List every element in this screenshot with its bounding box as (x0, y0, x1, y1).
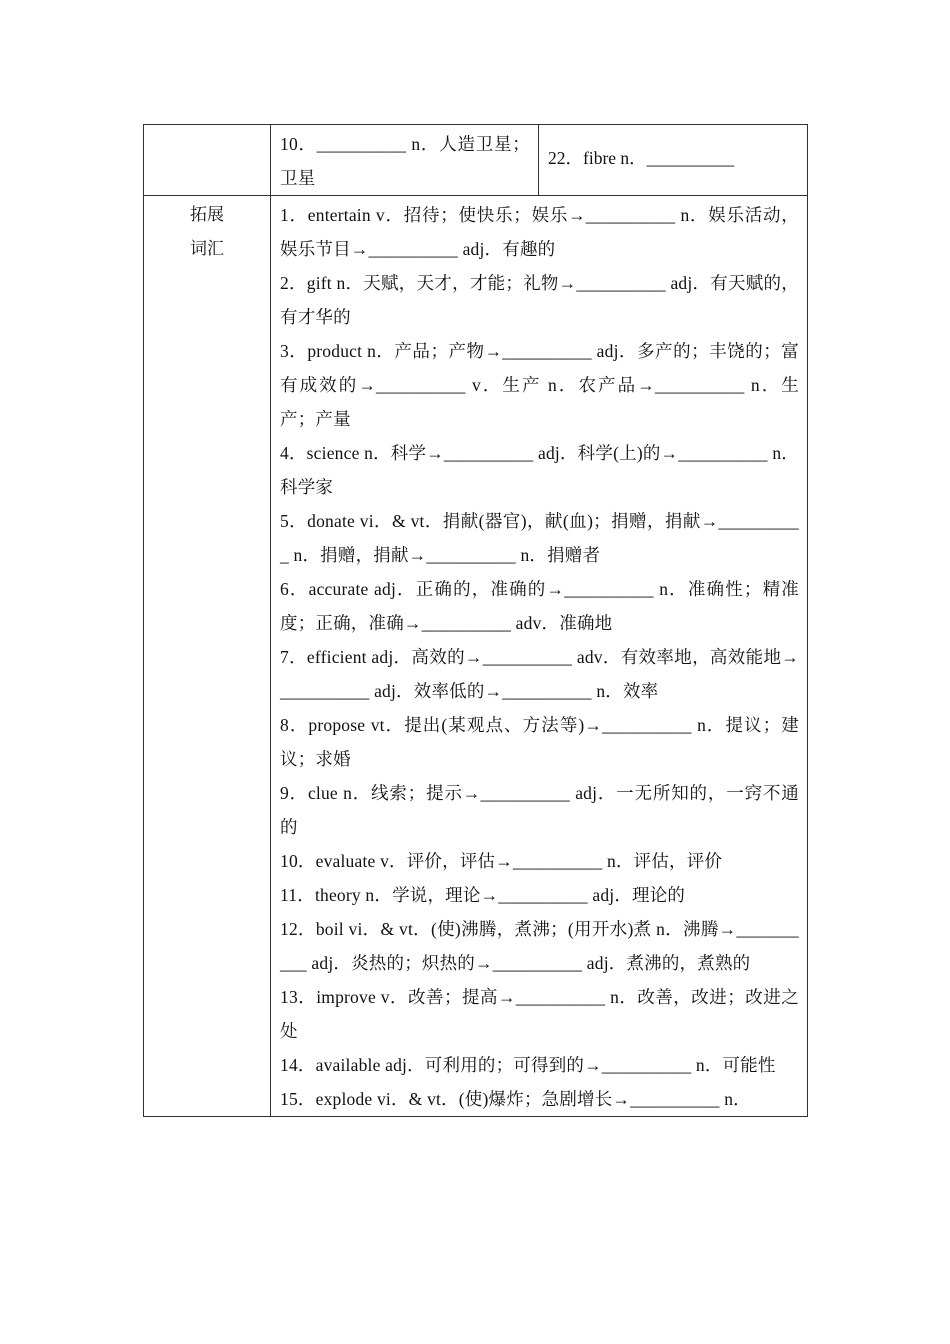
entry-text: 22．fibre n．__________ (548, 148, 735, 168)
top-row-label-cell (144, 125, 271, 196)
list-item: 10．evaluate v．评价，评估→__________ n．评估，评价 (280, 851, 723, 871)
entry-text: 10．__________ n．人造卫星；卫星 (280, 134, 530, 188)
list-item: 2．gift n．天赋，天才，才能；礼物→__________ adj．有天赋的，有才华的 (280, 273, 799, 327)
entries-cell (271, 196, 808, 1117)
section-label-line1: 拓展 (190, 205, 224, 225)
list-item: 14．available adj．可利用的；可得到的→__________ n．可能性 (280, 1055, 776, 1075)
list-item: 4．science n．科学→__________ adj．科学(上)的→__________ n．科学家 (280, 443, 799, 497)
list-item: 8．propose vt．提出(某观点、方法等)→__________ n．提议；建议；求婚 (280, 715, 799, 769)
list-item: 11．theory n．学说，理论→__________ adj．理论的 (280, 885, 686, 905)
list-item: 13．improve v．改善；提高→__________ n．改善，改进；改进之处 (280, 987, 799, 1041)
list-item: 15．explode vi．& vt．(使)爆炸；急剧增长→__________ n． (280, 1089, 751, 1109)
section-label-line2: 词汇 (190, 239, 224, 259)
vocabulary-table (143, 124, 808, 1117)
expansion-row (144, 196, 808, 1117)
list-item: 7．efficient adj．高效的→__________ adv．有效率地，高效能地→__________ adj．效率低的→__________ n．效率 (280, 647, 799, 701)
list-item: 1．entertain v．招待；使快乐；娱乐→__________ n．娱乐活动，娱乐节目→__________ adj．有趣的 (280, 205, 799, 259)
top-row (144, 125, 808, 196)
list-item: 5．donate vi．& vt．捐献(器官)，献(血)；捐赠，捐献→__________ n．捐赠，捐献→__________ n．捐赠者 (280, 511, 799, 565)
section-label-cell (144, 196, 271, 1117)
list-item: 6．accurate adj．正确的，准确的→__________ n．准确性；精准度；正确，准确→__________ adv．准确地 (280, 579, 799, 633)
top-row-right-cell (539, 125, 808, 196)
list-item: 3．product n．产品；产物→__________ adj．多产的；丰饶的；富有成效的→__________ v．生产 n．农产品→__________ n．生产；产量 (280, 341, 799, 429)
list-item: 9．clue n．线索；提示→__________ adj．一无所知的，一窍不通的 (280, 783, 799, 837)
top-row-left-cell (271, 125, 539, 196)
list-item: 12．boil vi．& vt．(使)沸腾，煮沸；(用开水)煮 n．沸腾→__________ adj．炎热的；炽热的→__________ adj．煮沸的，煮熟的 (280, 919, 799, 973)
